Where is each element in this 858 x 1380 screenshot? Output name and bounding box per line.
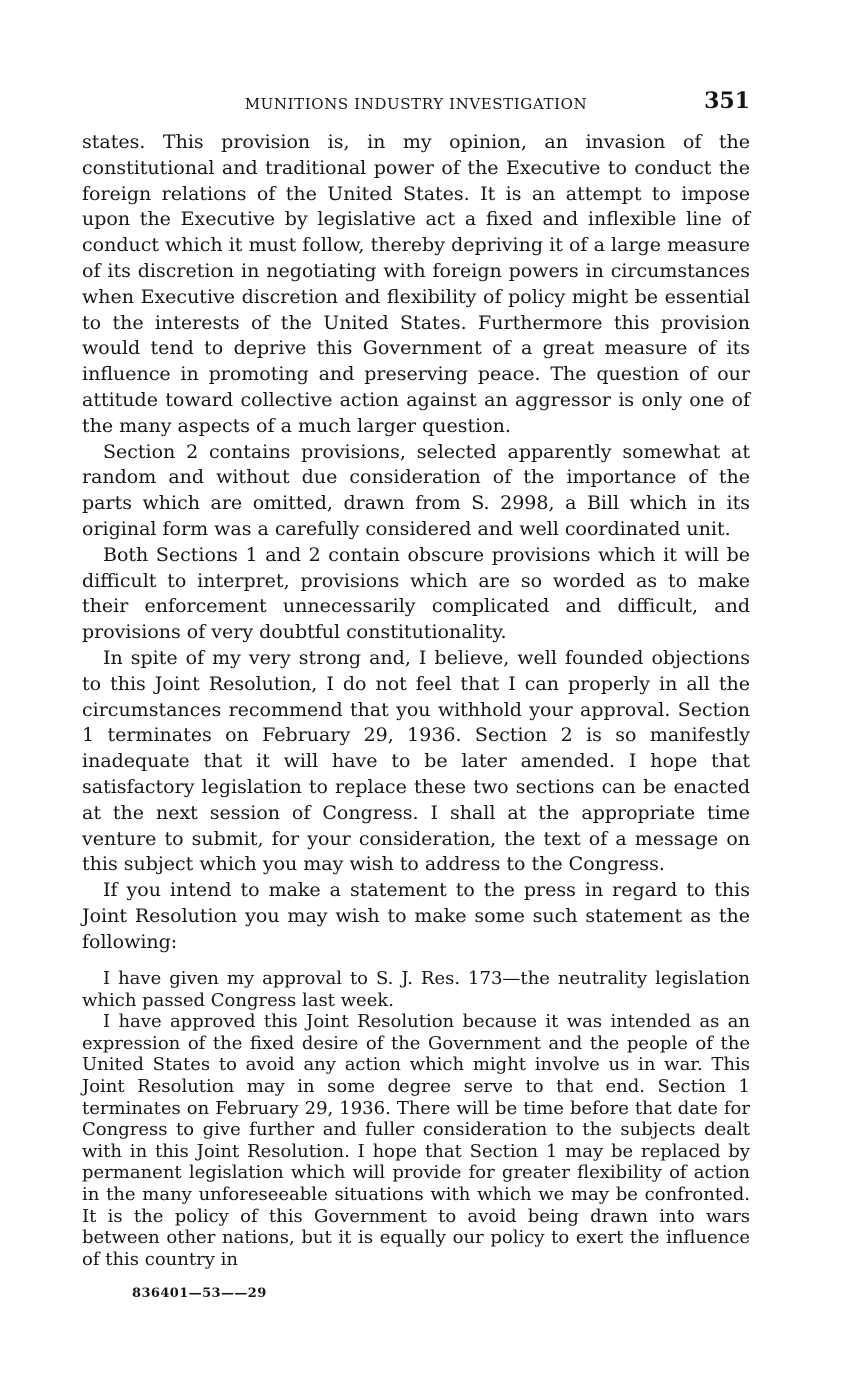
running-title: MUNITIONS INDUSTRY INVESTIGATION [244, 95, 588, 113]
paragraph-section-2: Section 2 contains provisions, selected apparently somewhat at random and without due consideration of the importance of the parts which are omitted, drawn from S. 2998, a Bill which in its original form was a carefully considered and well coordinated unit. [82, 440, 750, 540]
page-number: 351 [704, 88, 750, 114]
body-text [82, 130, 750, 956]
quoted-statement [82, 968, 750, 1270]
paragraph-sections-1-and-2: Both Sections 1 and 2 contain obscure provisions which it will be difficult to interpret, provisions which are so worded as to make their enforcement unnecessarily complicated and difficult, and provisions of very doubtful constitutionality. [82, 543, 750, 644]
paragraph-press-statement: If you intend to make a statement to the press in regard to this Joint Resolution you may wish to make some such statement as the following: [82, 879, 750, 953]
paragraph-objections: In spite of my very strong and, I believe, well founded objections to this Joint Resolution, I do not feel that I can properly in all the circumstances recommend that you withhold your approval. Section 1 terminates on February 29, 1936. Section 2 is so manifestly inadequate that it will have to be later amended. I hope that satisfactory legislation to replace these two sections can be enacted at the next session of Congress. I shall at the appropriate time venture to submit, for your consideration, the text of a message on this subject which you may wish to address to the Congress. [82, 646, 750, 876]
quote-paragraph: I have approved this Joint Resolution because it was intended as an expression of the fixed desire of the Government and the people of the United States to avoid any action which might involve us in war. This Joint Resolution may in some degree serve to that end. Section 1 terminates on February 29, 1936. There will be time before that date for Congress to give further and fuller consideration to the subjects dealt with in this Joint Resolution. I hope that Section 1 may be replaced by permanent legislation which will provide for greater flexibility of action in the many unforeseeable situations with which we may be confronted. It is the policy of this Government to avoid being drawn into wars between other nations, but it is equally our policy to exert the influence of this country in [82, 1011, 750, 1270]
paragraph-continued: states. This provision is, in my opinion, an invasion of the constitutional and traditional power of the Executive to conduct the foreign relations of the United States. It is an attempt to impose upon the Executive by legislative act a fixed and inflexible line of conduct which it must follow, thereby depriving it of a large measure of its discretion in negotiating with foreign powers in circumstances when Executive discretion and flexibility of policy might be essential to the interests of the United States. Furthermore this provision would tend to deprive this Government of a great measure of its influence in promoting and preserving peace. The question of our attitude toward collective action against an aggressor is only one of the many aspects of a much larger question. [82, 131, 750, 437]
quote-paragraph: I have given my approval to S. J. Res. 173—the neutrality legislation which passed Congress last week. [82, 968, 750, 1011]
print-code: 836401—53——29 [132, 1286, 267, 1301]
running-head [82, 88, 750, 116]
